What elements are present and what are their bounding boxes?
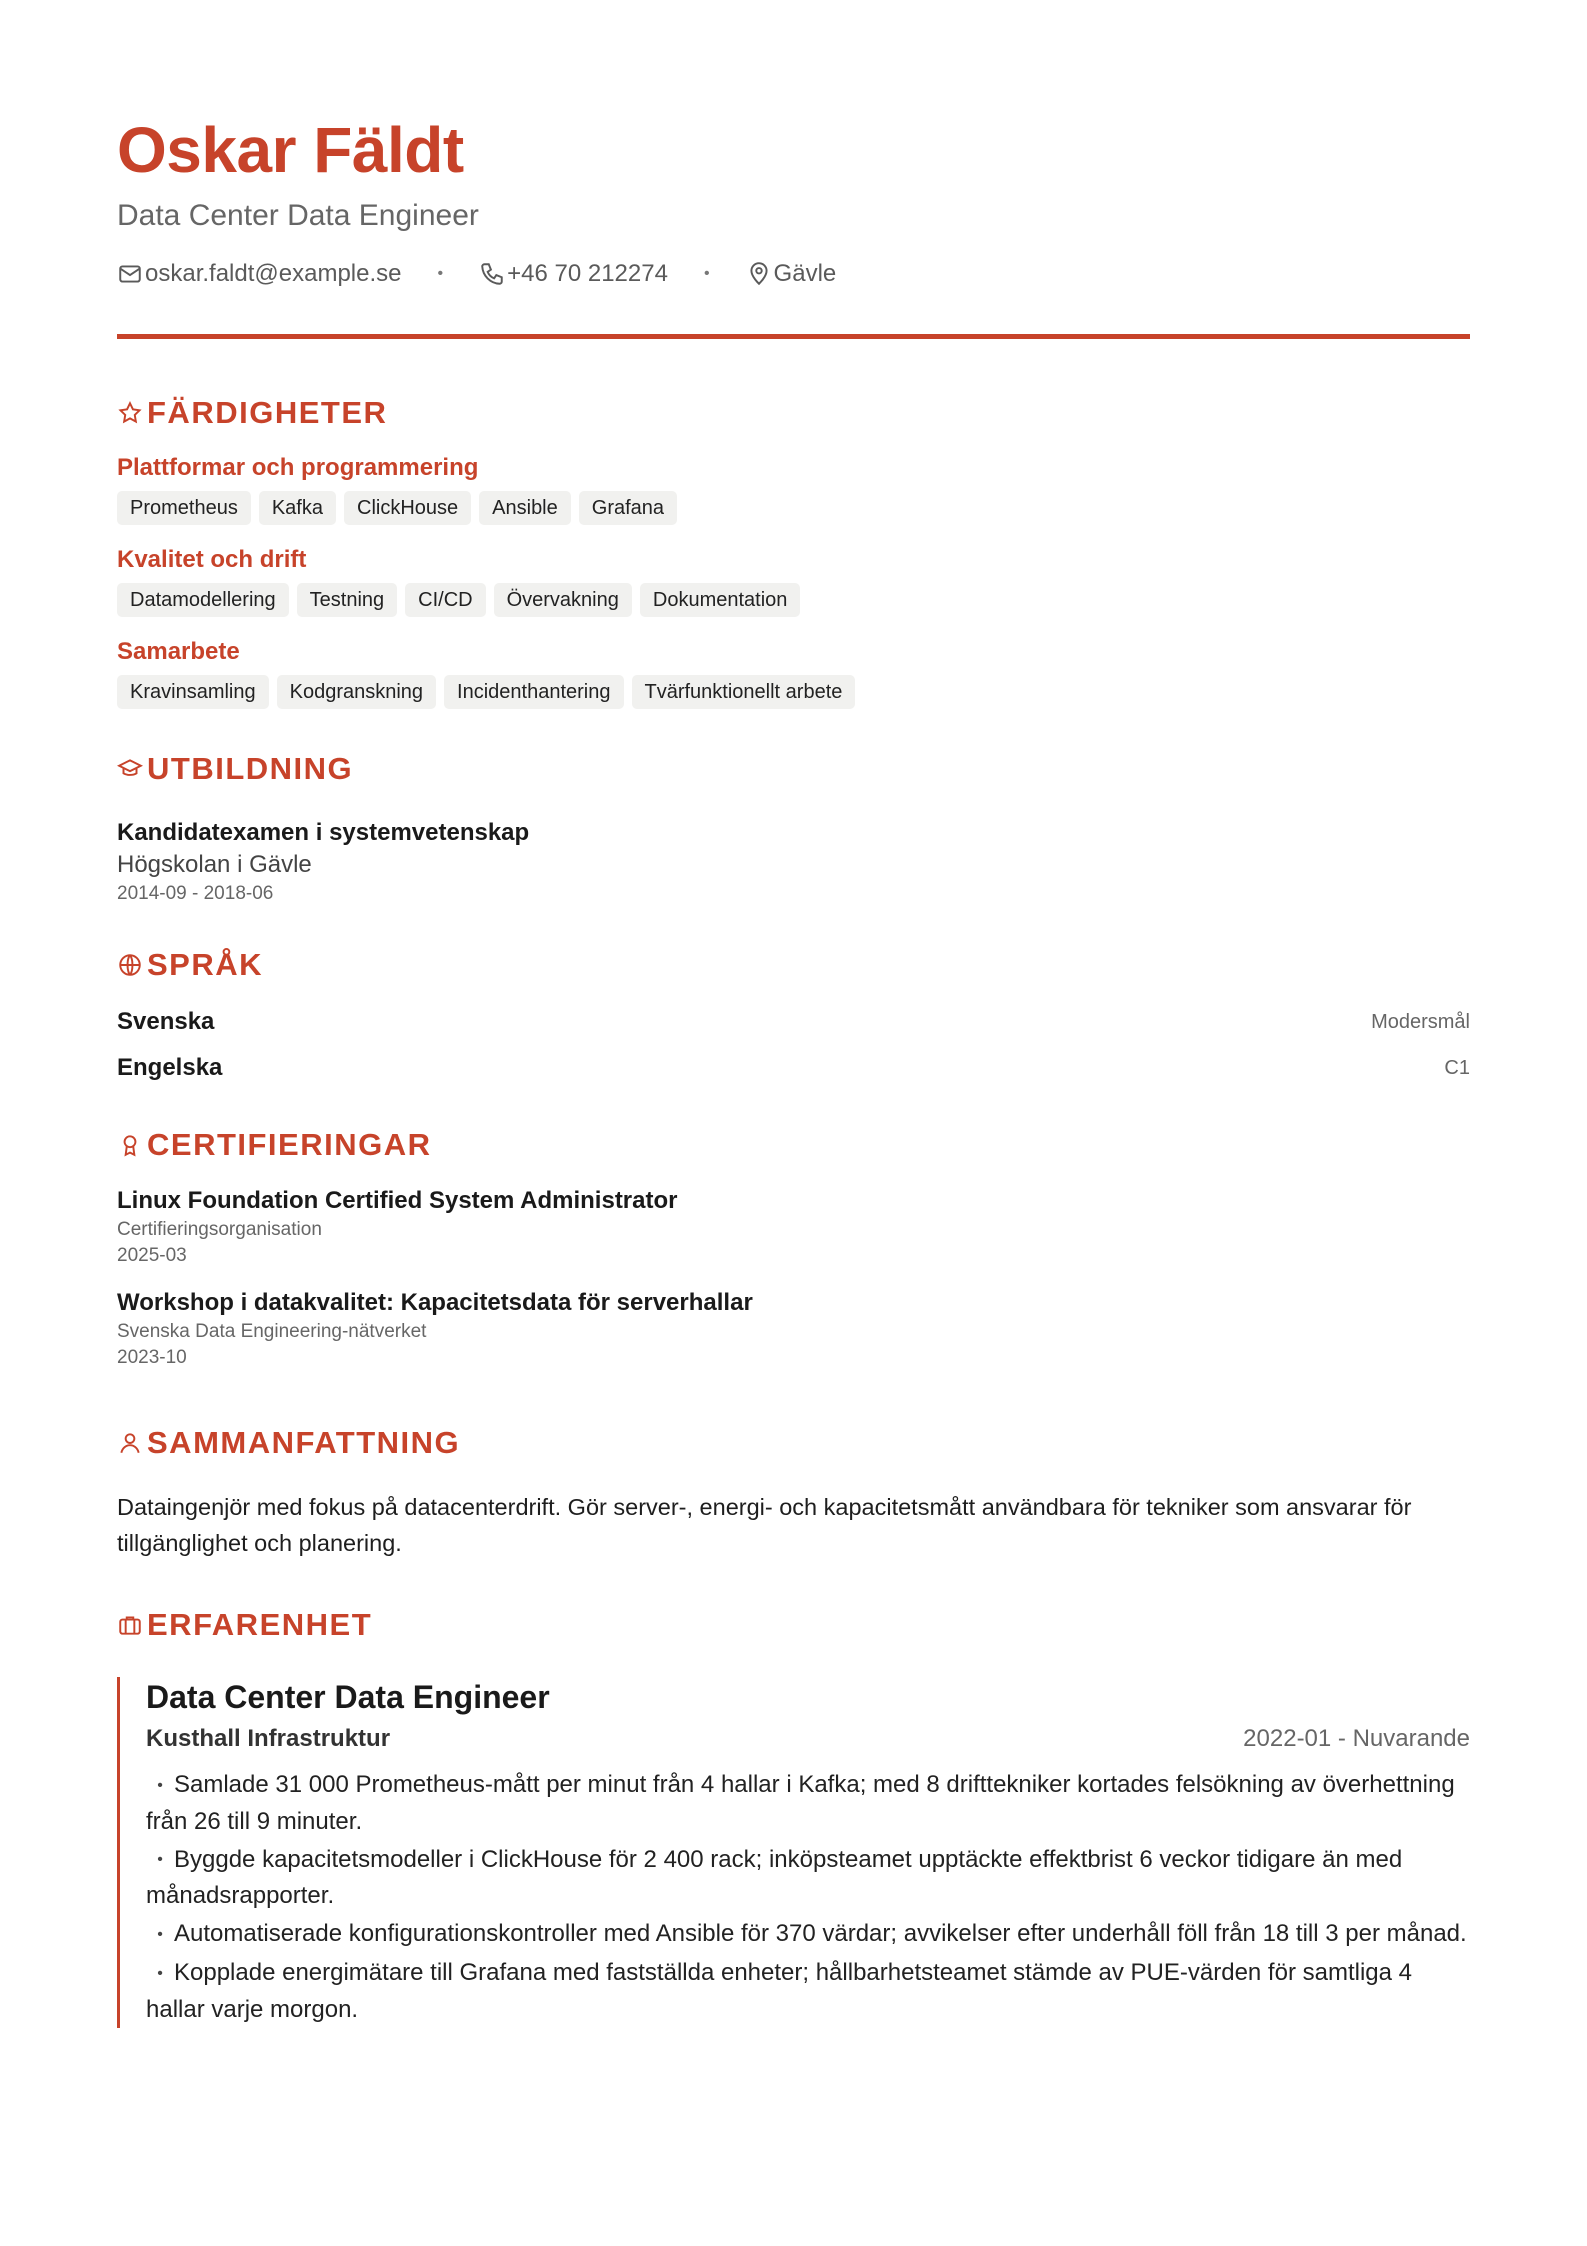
language-row xyxy=(117,1045,1470,1091)
experience-entry xyxy=(117,1677,1470,2028)
skills-group xyxy=(117,453,1470,525)
award-ribbon-icon xyxy=(117,1132,143,1158)
certification-date: 2025-03 xyxy=(117,1245,187,1266)
languages-list xyxy=(117,999,1470,1091)
summary-text: Dataingenjör med fokus på datacenterdrift. Gör server-, energi- och kapacitetsmått användbara för tekniker som ansvarar för tillgänglighet och planering. xyxy=(117,1494,1412,1556)
job-bullet xyxy=(146,1767,1470,1840)
skill-tags xyxy=(117,583,1470,617)
certifications-section-header xyxy=(117,1125,1470,1165)
bullet-text: Automatiserade konfigurationskontroller med Ansible för 370 värdar; avvikelser efter underhåll föll från 18 till 3 per månad. xyxy=(174,1920,1467,1948)
job-bullet xyxy=(146,1916,1470,1953)
summary-heading: SAMMANFATTNING xyxy=(147,1425,461,1460)
header-divider xyxy=(117,334,1470,339)
languages-section-header xyxy=(117,945,1470,985)
bullet-marker: • xyxy=(157,1776,163,1794)
contact-location xyxy=(746,260,837,288)
summary-section-header xyxy=(117,1423,1470,1463)
globe-icon xyxy=(117,952,143,978)
skills-heading: FÄRDIGHETER xyxy=(147,395,388,430)
skill-tag: Kafka xyxy=(259,491,336,525)
skill-tags xyxy=(117,491,1470,525)
job-title: Data Center Data Engineer xyxy=(146,1679,550,1715)
education-degree: Kandidatexamen i systemvetenskap xyxy=(117,819,530,846)
graduation-cap-icon xyxy=(117,756,143,782)
skill-tag: Ansible xyxy=(479,491,571,525)
certification-item xyxy=(117,1287,1470,1371)
certification-name: Workshop i datakvalitet: Kapacitetsdata för serverhallar xyxy=(117,1289,753,1316)
language-name: Engelska xyxy=(117,1054,223,1081)
job-bullets xyxy=(146,1767,1470,2028)
skill-tag: Prometheus xyxy=(117,491,251,525)
skill-group-title: Plattformar och programmering xyxy=(117,454,479,481)
skills-section-header xyxy=(117,393,1470,433)
skill-tag: Kodgranskning xyxy=(277,675,436,709)
location-text: Gävle xyxy=(773,260,837,287)
language-level: Modersmål xyxy=(1371,1010,1470,1033)
bullet-text: Kopplade energimätare till Grafana med fastställda enheter; hållbarhetsteamet stämde av PUE-värden för samtliga 4 hallar varje morgon. xyxy=(146,1958,1412,2023)
skill-tag: Grafana xyxy=(579,491,677,525)
certification-issuer: Certifieringsorganisation xyxy=(117,1219,322,1240)
job-meta xyxy=(146,1725,1470,1753)
candidate-name: Oskar Fäldt xyxy=(117,114,464,186)
contact-separator: • xyxy=(437,265,444,282)
contact-email[interactable] xyxy=(117,260,402,288)
candidate-title: Data Center Data Engineer xyxy=(117,199,479,232)
experience-heading: ERFARENHET xyxy=(147,1607,373,1642)
bullet-text: Samlade 31 000 Prometheus-mått per minut från 4 hallar i Kafka; med 8 drifttekniker kortades felsökning av överhettning från 26 till 9 minuter. xyxy=(146,1771,1455,1835)
certification-date: 2023-10 xyxy=(117,1347,187,1368)
certifications-heading: CERTIFIERINGAR xyxy=(147,1127,432,1162)
skills-group xyxy=(117,637,1470,709)
language-row xyxy=(117,999,1470,1045)
job-bullet xyxy=(146,1842,1470,1915)
job-bullet xyxy=(146,1955,1470,2028)
certification-item xyxy=(117,1185,1470,1269)
job-company: Kusthall Infrastruktur xyxy=(146,1725,391,1752)
briefcase-icon xyxy=(117,1612,143,1638)
languages-heading: SPRÅK xyxy=(147,947,264,982)
phone-text: +46 70 212274 xyxy=(507,260,668,287)
bullet-marker: • xyxy=(157,1964,163,1982)
education-heading: UTBILDNING xyxy=(147,751,354,786)
skill-tag: Kravinsamling xyxy=(117,675,269,709)
skill-tag: Incidenthantering xyxy=(444,675,623,709)
skill-tag: CI/CD xyxy=(405,583,485,617)
skill-group-title: Kvalitet och drift xyxy=(117,546,307,573)
skill-tag: Testning xyxy=(297,583,398,617)
skill-tag: Tvärfunktionellt arbete xyxy=(632,675,856,709)
skill-tag: Övervakning xyxy=(494,583,632,617)
certification-issuer: Svenska Data Engineering-nätverket xyxy=(117,1321,427,1342)
contact-bar xyxy=(117,256,1470,292)
skill-tag: Datamodellering xyxy=(117,583,289,617)
contact-phone[interactable] xyxy=(479,260,668,288)
location-pin-icon xyxy=(746,261,772,287)
education-section-header xyxy=(117,749,1470,789)
skill-tag: ClickHouse xyxy=(344,491,471,525)
skill-group-title: Samarbete xyxy=(117,638,240,665)
skill-tags xyxy=(117,675,1470,709)
bullet-text: Byggde kapacitetsmodeller i ClickHouse för 2 400 rack; inköpsteamet upptäckte effektbrist 6 veckor tidigare än med månadsrapporter. xyxy=(146,1845,1403,1910)
star-icon xyxy=(117,400,143,426)
language-name: Svenska xyxy=(117,1008,215,1035)
education-school: Högskolan i Gävle xyxy=(117,851,312,878)
user-icon xyxy=(117,1430,143,1456)
education-dates: 2014-09 - 2018-06 xyxy=(117,883,274,904)
contact-separator: • xyxy=(703,265,710,282)
phone-icon xyxy=(479,261,505,287)
skills-group xyxy=(117,545,1470,617)
bullet-marker: • xyxy=(157,1925,163,1943)
email-text: oskar.faldt@example.se xyxy=(145,260,402,287)
certification-name: Linux Foundation Certified System Administrator xyxy=(117,1187,678,1214)
mail-icon xyxy=(117,261,143,287)
job-dates: 2022-01 - Nuvarande xyxy=(1243,1725,1470,1752)
experience-section-header xyxy=(117,1605,1470,1645)
language-level: C1 xyxy=(1444,1056,1470,1079)
skill-tag: Dokumentation xyxy=(640,583,801,617)
bullet-marker: • xyxy=(157,1851,163,1869)
